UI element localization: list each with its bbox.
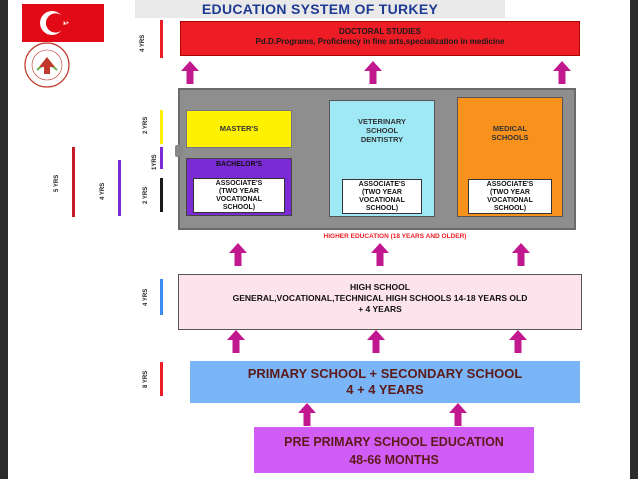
associate-line-3: VOCATIONAL [487,197,533,204]
veterinary-line-3: DENTISTRY [360,135,404,144]
higher-education-caption: HIGHER EDUCATION (18 YEARS AND OLDER) [323,233,467,240]
associate-line-2: (TWO YEAR [490,189,530,196]
five-years-label: 5 YRS [54,174,60,192]
associate-line-4: SCHOOL) [365,205,399,212]
four-years-he-label: 4 YRS [100,182,106,200]
one-year-label: 1YRS [152,154,158,170]
arrow-up-icon [512,243,530,266]
high-school-years-label: 4 YRS [143,288,149,306]
high-school-heading: HIGH SCHOOL [350,282,410,292]
associate-line-1: ASSOCIATE'S [358,181,406,188]
associate-years-label: 2 YRS [143,186,149,204]
associate-line-1: ASSOCIATE'S [486,181,534,188]
arrow-up-icon [371,243,389,266]
arrow-up-icon [364,61,382,84]
arrow-up-icon [509,330,527,353]
arrow-up-icon [553,61,571,84]
high-school-duration: + 4 YEARS [358,304,402,314]
primary-duration: 4 + 4 YEARS [346,382,424,397]
associate-line-3: VOCATIONAL [359,197,405,204]
associate-line-3: VOCATIONAL [216,196,262,203]
masters-box: MASTER'S [186,110,292,148]
veterinary-line-2: SCHOOL [365,126,399,135]
arrow-up-icon [367,330,385,353]
arrow-up-icon [229,243,247,266]
associate-line-4: SCHOOL) [493,205,527,212]
bachelors-label: BACHELOR'S [216,161,262,168]
associate-line-4: SCHOOL) [222,204,256,211]
veterinary-line-1: VETERINARY [357,117,407,126]
doctoral-description: Pd.D.Programs, Proficiency in fine arts,specialization in medicine [255,37,505,46]
associate-line-2: (TWO YEAR [362,189,402,196]
primary-years-label: 8 YRS [143,370,149,388]
doctoral-years-label: 4 YRS [140,34,146,52]
page-title: EDUCATION SYSTEM OF TURKEY [135,0,505,18]
arrow-up-icon [181,61,199,84]
masters-years-label: 2 YRS [143,116,149,134]
high-school-types: GENERAL,VOCATIONAL,TECHNICAL HIGH SCHOOLS 14-18 YEARS OLD [232,293,528,303]
associate-line-1: ASSOCIATE'S [215,180,263,187]
medical-line-2: SCHOOLS [491,133,529,142]
associate-line-2: (TWO YEAR [219,188,259,195]
pre-primary-duration: 48-66 MONTHS [349,453,439,467]
pre-primary-heading: PRE PRIMARY SCHOOL EDUCATION [284,435,504,449]
primary-heading: PRIMARY SCHOOL + SECONDARY SCHOOL [247,366,523,381]
medical-line-1: MEDICAL [492,124,528,133]
arrow-up-icon [449,403,467,426]
doctoral-heading: DOCTORAL STUDIES [339,27,421,36]
arrow-up-icon [298,403,316,426]
arrow-up-icon [227,330,245,353]
